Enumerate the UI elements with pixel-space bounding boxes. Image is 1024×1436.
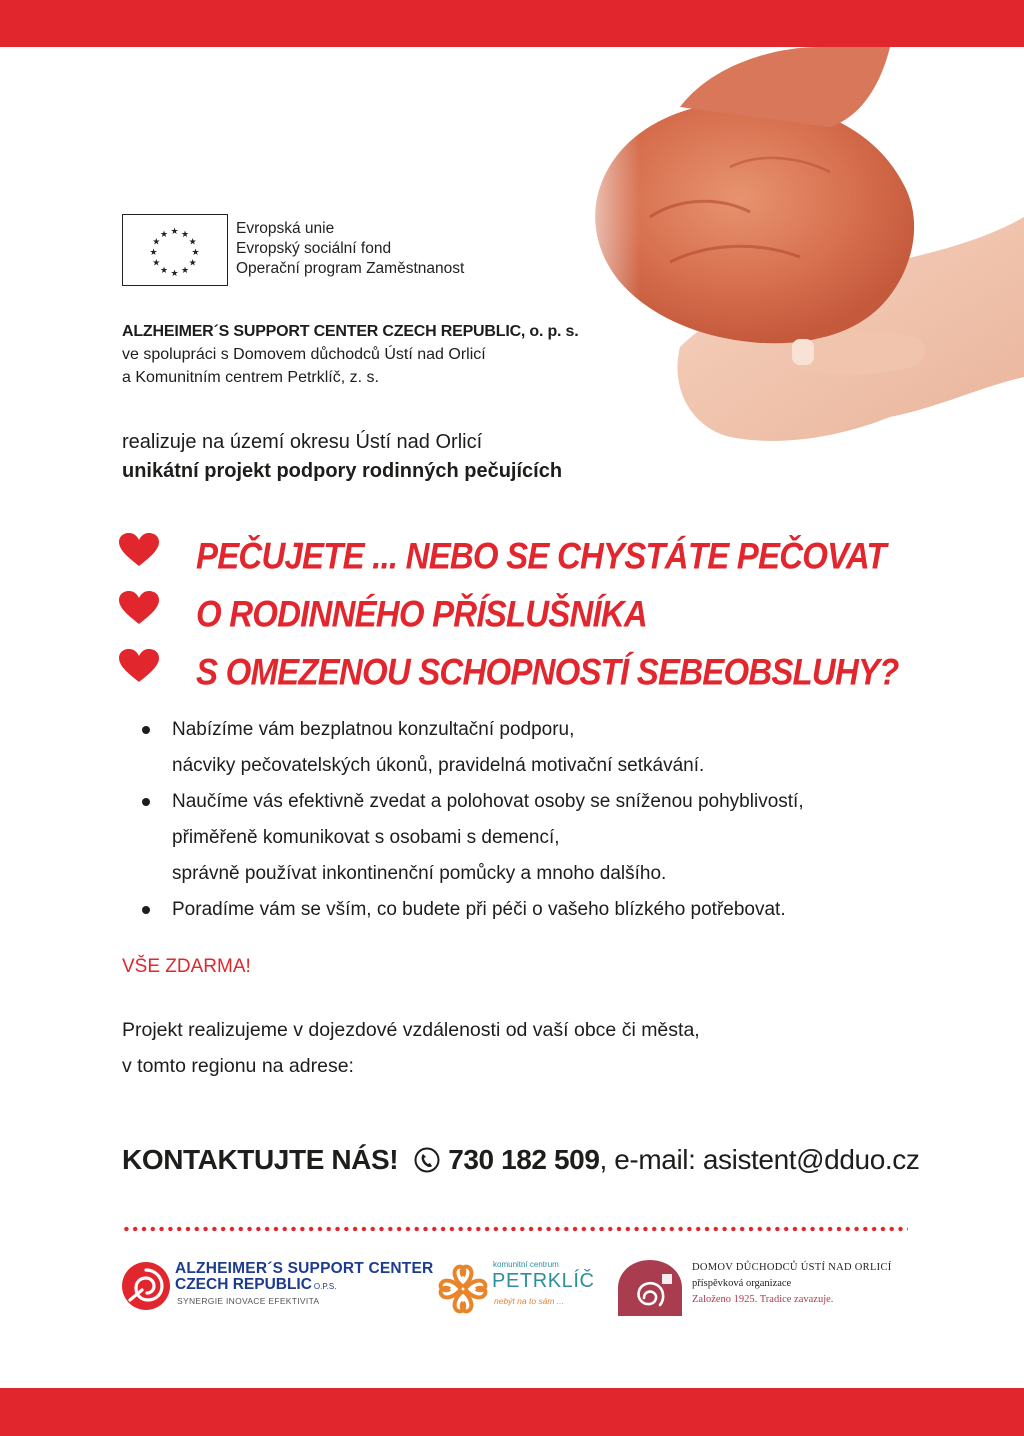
asc-suffix: O.P.S. <box>313 1282 337 1291</box>
phone-icon <box>414 1147 440 1180</box>
bullet-dot <box>142 726 150 734</box>
list-item-line: správně používat inkontinenční pomůcky a mnoho dalšího. <box>172 863 667 884</box>
project-line: Projekt realizujeme v dojezdové vzdálenosti od vaší obce či města, <box>122 1019 700 1041</box>
list-item-line: nácviky pečovatelských úkonů, pravidelná motivační setkávání. <box>172 755 705 776</box>
top-red-band <box>0 0 1024 47</box>
svg-text:★: ★ <box>188 258 197 269</box>
eu-flag <box>122 214 228 286</box>
petrklic-name: PETRKLÍČ <box>492 1270 595 1292</box>
headline-line: PEČUJETE ... NEBO SE CHYSTÁTE PEČOVAT <box>196 534 886 577</box>
asc-tagline: SYNERGIE INOVACE EFEKTIVITA <box>177 1296 320 1306</box>
svg-text:★: ★ <box>159 229 169 240</box>
svg-text:★: ★ <box>170 269 179 279</box>
heart-icon <box>118 532 160 568</box>
dotted-divider <box>122 1226 908 1232</box>
svg-text:★: ★ <box>152 237 161 248</box>
asc-country: CZECH REPUBLIC <box>175 1276 312 1293</box>
organization-block <box>122 320 579 389</box>
organization-name: ALZHEIMER´S SUPPORT CENTER CZECH REPUBLIC, o. p. s. <box>122 323 579 340</box>
svg-text:★: ★ <box>191 248 200 258</box>
asc-logo <box>120 1258 434 1318</box>
list-item-line: Nabízíme vám bezplatnou konzultační podporu, <box>172 719 575 740</box>
petrklic-subtitle: komunitní centrum <box>493 1260 559 1269</box>
clover-icon <box>436 1262 490 1316</box>
eu-line: Evropská unie <box>236 220 335 237</box>
organization-partner-line: a Komunitním centrem Petrklíč, z. s. <box>122 369 379 386</box>
intro-block <box>122 428 562 486</box>
eu-line: Evropský sociální fond <box>236 240 392 257</box>
asc-name-line <box>175 1276 336 1294</box>
project-text <box>122 1012 700 1084</box>
domov-logo <box>614 1258 924 1322</box>
eu-logo-block <box>122 214 482 288</box>
svg-text:★: ★ <box>180 266 190 277</box>
contact-label: KONTAKTUJTE NÁS! <box>122 1144 399 1175</box>
heart-icon <box>118 648 160 684</box>
list-item <box>140 892 804 928</box>
domov-motto: Založeno 1925. Tradice zavazuje. <box>692 1294 834 1305</box>
benefits-list <box>140 712 804 928</box>
email-text[interactable]: , e-mail: asistent@dduo.cz <box>599 1144 920 1175</box>
eu-stars-icon <box>123 215 226 284</box>
petrklic-logo <box>436 1256 606 1322</box>
snail-house-icon <box>614 1258 686 1318</box>
heart-icon <box>118 590 160 626</box>
intro-project-title: unikátní projekt podpory rodinných pečujících <box>122 460 563 482</box>
eu-text <box>236 219 464 279</box>
domov-type: příspěvková organizace <box>692 1278 792 1289</box>
domov-name: DOMOV DŮCHODCŮ ÚSTÍ NAD ORLICÍ <box>692 1262 892 1273</box>
svg-text:★: ★ <box>170 227 179 237</box>
hands-photo <box>560 47 1024 487</box>
asc-name-line: ALZHEIMER´S SUPPORT CENTER <box>175 1260 434 1277</box>
free-notice: VŠE ZDARMA! <box>122 956 251 977</box>
headline-line: S OMEZENOU SCHOPNOSTÍ SEBEOBSLUHY? <box>196 650 899 693</box>
eu-line: Operační program Zaměstnanost <box>236 260 465 277</box>
list-item-line: přiměřeně komunikovat s osobami s demencí, <box>172 827 560 848</box>
headline-line: O RODINNÉHO PŘÍSLUŠNÍKA <box>196 592 647 635</box>
list-item <box>140 712 804 784</box>
petrklic-tagline: nebýt na to sám ... <box>494 1296 564 1306</box>
intro-line: realizuje na území okresu Ústí nad Orlicí <box>122 431 483 453</box>
svg-text:★: ★ <box>159 266 169 277</box>
contact-line <box>122 1144 919 1180</box>
svg-text:★: ★ <box>188 237 197 248</box>
svg-text:★: ★ <box>180 229 190 240</box>
list-item-line: Poradíme vám se vším, co budete při péči o vašeho blízkého potřebovat. <box>172 899 786 920</box>
bottom-red-band <box>0 1388 1024 1436</box>
bullet-dot <box>142 798 150 806</box>
list-item <box>140 784 804 892</box>
asc-spiral-icon <box>120 1260 172 1312</box>
svg-text:★: ★ <box>152 258 161 269</box>
organization-partner-line: ve spolupráci s Domovem důchodců Ústí nad Orlicí <box>122 346 486 363</box>
phone-number[interactable]: 730 182 509 <box>448 1144 600 1175</box>
list-item-line: Naučíme vás efektivně zvedat a polohovat osoby se sníženou pohyblivostí, <box>172 791 804 812</box>
bullet-dot <box>142 906 150 914</box>
project-line: v tomto regionu na adrese: <box>122 1055 354 1077</box>
svg-text:★: ★ <box>149 248 158 258</box>
